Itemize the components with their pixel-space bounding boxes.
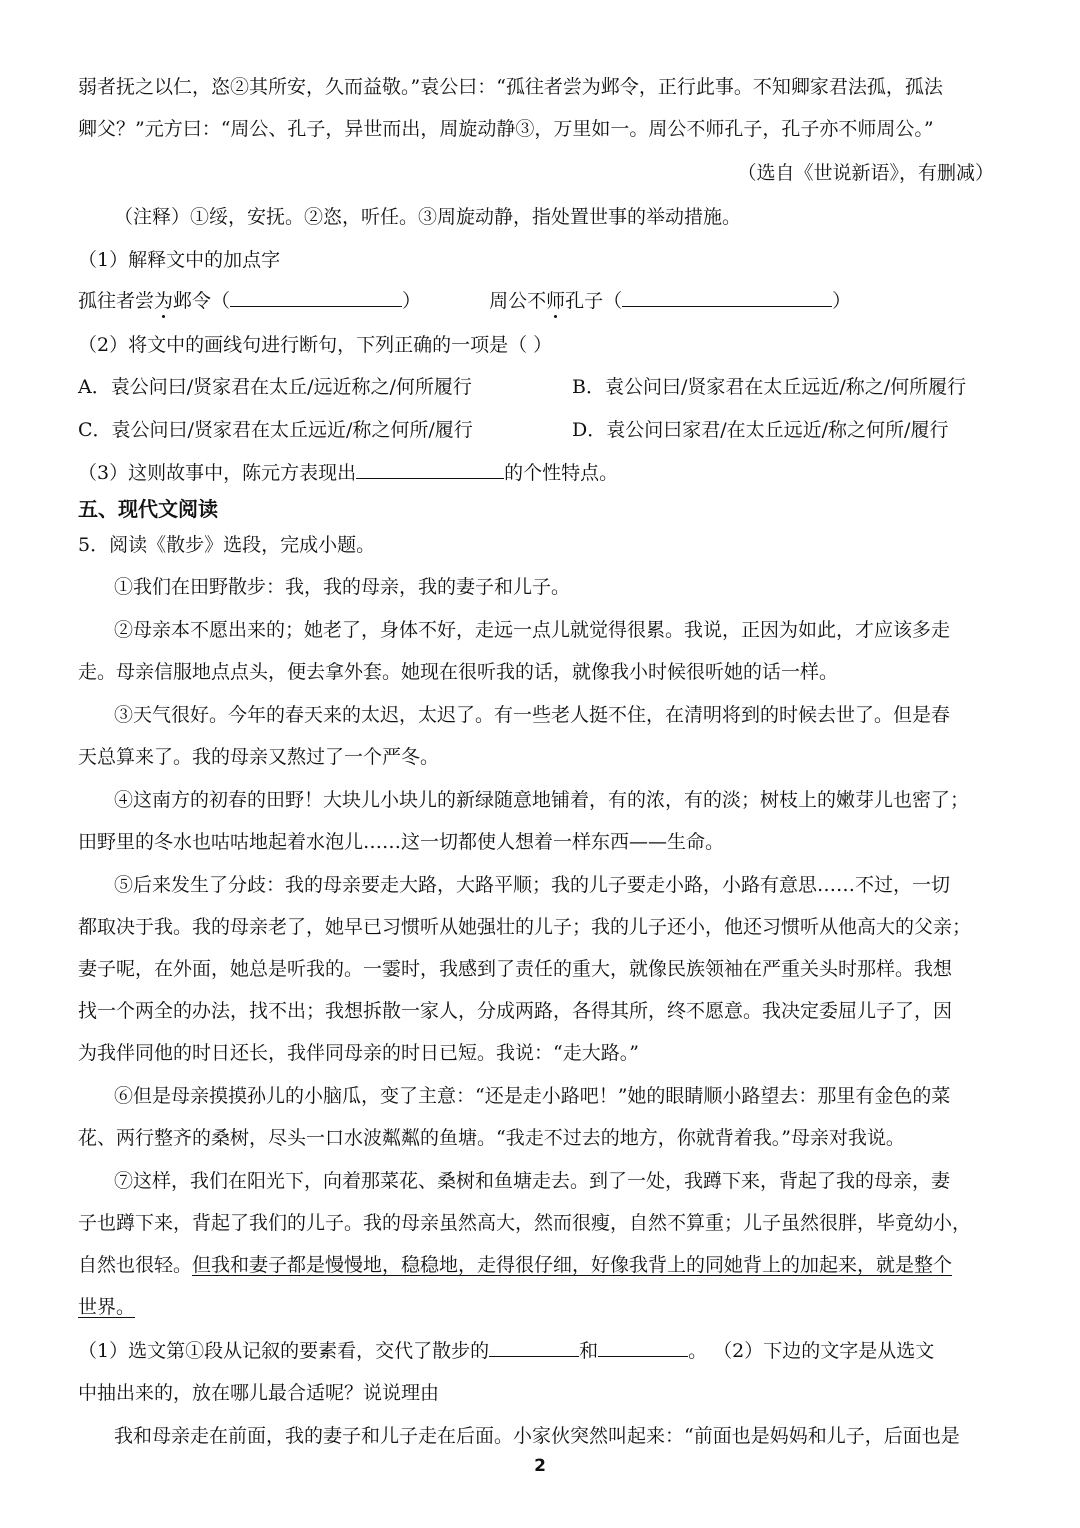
paragraph-7-cont: 子也蹲下来，背起了我们的儿子。我的母亲虽然高大，然而很瘦，自然不算重；儿子虽然很胖，毕竟幼小， — [78, 1212, 972, 1234]
item-2-close: ） — [832, 290, 852, 312]
question-5-2-cont: 中抽出来的，放在哪儿最合适呢？说说理由 — [78, 1382, 440, 1404]
paragraph-6-cont: 花、两行整齐的桑树，尽头一口水波粼粼的鱼塘。“我走不过去的地方，你就背着我。”母亲对我说。 — [78, 1127, 905, 1149]
paragraph-7-cont — [78, 1252, 952, 1278]
paragraph-6: ⑥但是母亲摸摸孙儿的小脑瓜，变了主意：“还是走小路吧！”她的眼睛顺小路望去：那里有金色的菜 — [114, 1085, 951, 1107]
question-2-stem: （2）将文中的画线句进行断句，下列正确的一项是（ ） — [78, 334, 553, 356]
item-2-text: 孔子（ — [565, 290, 623, 312]
item-1-text: 孤往者尝 — [78, 290, 155, 312]
answer-blank[interactable] — [230, 288, 402, 307]
paragraph-1: ①我们在田野散步：我，我的母亲，我的妻子和儿子。 — [114, 576, 571, 598]
passage-line: 卿父？”元方曰：“周公、孔子，异世而出，周旋动静③，万里如一。周公不师孔子，孔子亦不师周公。” — [78, 118, 934, 140]
page-number: 2 — [534, 1456, 546, 1476]
paragraph-5: ⑤后来发生了分歧：我的母亲要走大路，大路平顺；我的儿子要走小路，小路有意思……不过，一切 — [114, 874, 951, 896]
item-2-text: 周公不 — [489, 290, 547, 312]
question-1-items — [78, 288, 851, 314]
question-text: （1）选文第①段从记叙的要素看，交代了散步的 — [78, 1340, 490, 1362]
paragraph-5-cont: 为我伴同他的时日还长，我伴同母亲的时日已短。我说：“走大路。” — [78, 1042, 639, 1064]
paragraph-3-cont: 天总算来了。我的母亲又熬过了一个严冬。 — [78, 746, 440, 768]
extracted-text: 我和母亲走在前面，我的妻子和儿子走在后面。小家伙突然叫起来：“前面也是妈妈和儿子，后面也是 — [114, 1425, 960, 1447]
paragraph-5-cont: 都取决于我。我的母亲老了，她早已习惯听从她强壮的儿子；我的儿子还小，他还习惯听从他高大的父亲； — [78, 916, 972, 938]
question-3 — [78, 460, 618, 486]
question-5-1 — [78, 1338, 934, 1364]
paragraph-3: ③天气很好。今年的春天来的太迟，太迟了。有一些老人挺不住，在清明将到的时候去世了。但是春 — [114, 704, 951, 726]
section-heading: 五、现代文阅读 — [78, 497, 218, 521]
answer-blank[interactable] — [356, 460, 504, 479]
underlined-sentence: 世界。 — [78, 1296, 136, 1318]
answer-blank[interactable] — [622, 288, 832, 307]
item-1-text: 邺令（ — [173, 290, 231, 312]
item-1-close: ） — [402, 290, 422, 312]
dotted-char: 为 — [154, 290, 174, 312]
dotted-char: 师 — [546, 290, 566, 312]
question-text: 。 （2）下边的文字是从选文 — [688, 1340, 935, 1362]
source-citation: （选自《世说新语》，有删减） — [737, 162, 994, 184]
option-a[interactable]: A．袁公问曰/贤家君在太丘/远近称之/何所履行 — [78, 376, 472, 398]
passage-line: 弱者抚之以仁，恣②其所安，久而益敬。”袁公曰：“孤往者尝为邺令，正行此事。不知卿家君法孤，孤法 — [78, 76, 943, 98]
paragraph-7-cont — [78, 1294, 135, 1320]
paragraph-5-cont: 妻子呢，在外面，她总是听我的。一霎时，我感到了责任的重大，就像民族领袖在严重关头时那样。我想 — [78, 958, 953, 980]
paragraph-4: ④这南方的初春的田野！大块儿小块儿的新绿随意地铺着，有的浓，有的淡；树枝上的嫩芽儿也密了； — [114, 789, 970, 811]
option-d[interactable]: D．袁公问曰家君/在太丘远近/称之何所/履行 — [572, 419, 949, 441]
underlined-sentence: 但我和妻子都是慢慢地，稳稳地，走得很仔细，好像我背上的同她背上的加起来，就是整个 — [192, 1254, 953, 1276]
option-c[interactable]: C．袁公问曰/贤家君在太丘远近/称之何所/履行 — [78, 419, 473, 441]
annotation-notes: （注释）①绥，安抚。②恣，听任。③周旋动静，指处置世事的举动措施。 — [114, 206, 742, 228]
paragraph-4-cont: 田野里的冬水也咕咕地起着水泡儿……这一切都使人想着一样东西——生命。 — [78, 831, 725, 853]
option-b[interactable]: B．袁公问曰/贤家君在太丘远近/称之/何所履行 — [572, 376, 967, 398]
answer-blank[interactable] — [598, 1338, 688, 1357]
answer-blank[interactable] — [489, 1338, 579, 1357]
question-3-text: （3）这则故事中，陈元方表现出 — [78, 462, 357, 484]
question-5-intro: 5．阅读《散步》选段，完成小题。 — [78, 534, 376, 556]
paragraph-2-cont: 走。母亲信服地点点头，便去拿外套。她现在很听我的话，就像我小时候很听她的话一样。 — [78, 661, 839, 683]
paragraph-2: ②母亲本不愿出来的；她老了，身体不好，走远一点儿就觉得很累。我说，正因为如此，才应该多走 — [114, 619, 951, 641]
question-text: 和 — [579, 1340, 599, 1362]
question-3-text: 的个性特点。 — [504, 462, 619, 484]
paragraph-7: ⑦这样，我们在阳光下，向着那菜花、桑树和鱼塘走去。到了一处，我蹲下来，背起了我的母亲，妻 — [114, 1170, 951, 1192]
question-1-stem: （1）解释文中的加点字 — [78, 249, 281, 271]
paragraph-5-cont: 找一个两全的办法，找不出；我想拆散一家人，分成两路，各得其所，终不愿意。我决定委屈儿子了，因 — [78, 1000, 953, 1022]
plain-text: 自然也很轻。 — [78, 1254, 193, 1276]
